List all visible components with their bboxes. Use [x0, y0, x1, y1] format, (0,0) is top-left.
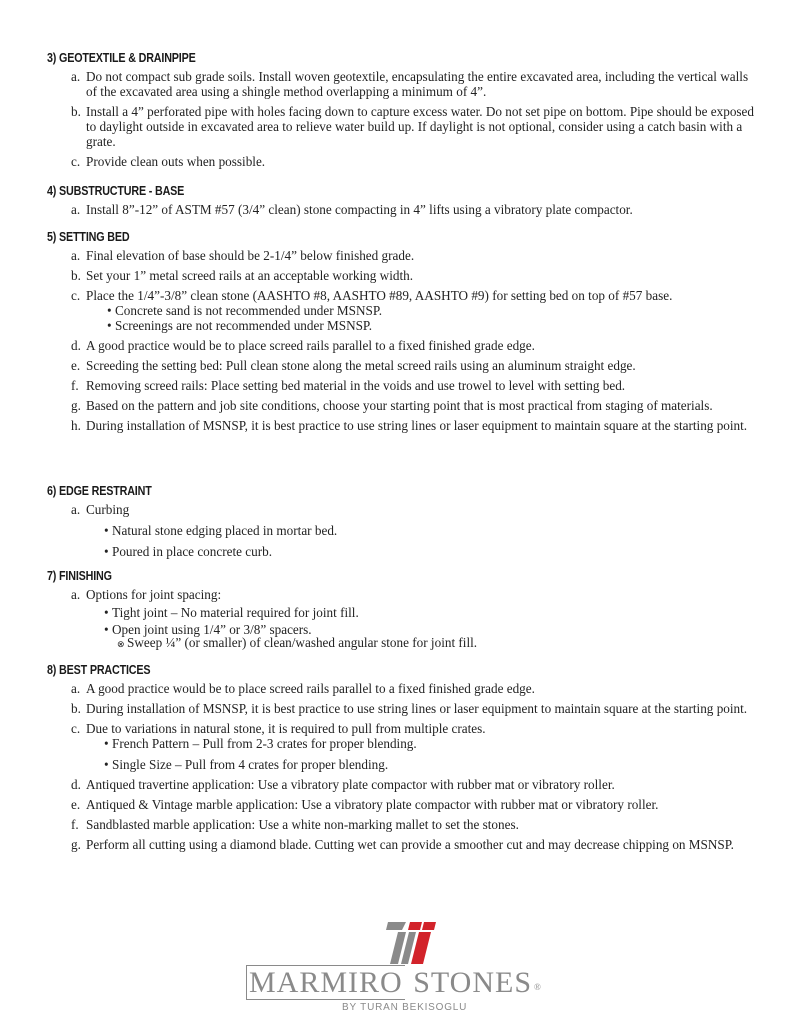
section-edge-restraint [47, 483, 757, 559]
marmiro-stones-logo [246, 922, 576, 1012]
list-item: a. Curbing [71, 502, 130, 517]
sub-bullet: • Single Size – Pull from 4 crates for proper blending. [104, 757, 389, 772]
sub-sub-bullet: ⊗ Sweep ¼” (or smaller) of clean/washed angular stone for joint fill. [117, 635, 478, 650]
section-heading: 5) SETTING BED [47, 230, 130, 244]
sub-bullet: • Concrete sand is not recommended under MSNSP. [107, 303, 383, 318]
list-item: d. A good practice would be to place screed rails parallel to a fixed finished grade edge. [71, 338, 535, 353]
marmiro-mark-icon [386, 922, 436, 964]
section-heading: 4) SUBSTRUCTURE - BASE [47, 184, 185, 198]
list-item: b. Install a 4” perforated pipe with holes facing down to capture excess water. Do not set pipe on bottom. Pipe should be exposed to daylight outside in excavated area to relieve water build up. If daylight is not optional, consider using a catch basin with a grate. [71, 104, 754, 149]
section-finishing [47, 568, 757, 650]
section-heading: 7) FINISHING [47, 569, 112, 583]
sub-bullet: • Screenings are not recommended under MSNSP. [107, 318, 373, 333]
list-item: b. During installation of MSNSP, it is best practice to use string lines or laser equipment to maintain square at the starting point. [71, 701, 748, 716]
list-item: a. Install 8”-12” of ASTM #57 (3/4” clean) stone compacting in 4” lifts using a vibratory plate compactor. [71, 202, 633, 217]
list-item: a. Final elevation of base should be 2-1/4” below finished grade. [71, 248, 415, 263]
list-item: h. During installation of MSNSP, it is best practice to use string lines or laser equipment to maintain square at the starting point. [71, 418, 748, 433]
list-item: g. Perform all cutting using a diamond blade. Cutting wet can provide a smoother cut and may decrease chipping on MSNSP. [71, 837, 734, 852]
section-heading: 3) GEOTEXTILE & DRAINPIPE [47, 51, 196, 65]
list-item: e. Antiqued & Vintage marble application: Use a vibratory plate compactor with rubber mat or vibratory roller. [71, 797, 659, 812]
list-item: d. Antiqued travertine application: Use a vibratory plate compactor with rubber mat or vibratory roller. [71, 777, 615, 792]
list-item: b. Set your 1” metal screed rails at an acceptable working width. [71, 268, 414, 283]
list-item: c. Due to variations in natural stone, it is required to pull from multiple crates. [71, 721, 486, 736]
section-geotextile-drainpipe [47, 50, 757, 169]
list-item: f. Removing screed rails: Place setting bed material in the voids and use trowel to level with setting bed. [71, 378, 626, 393]
section-setting-bed [47, 229, 757, 433]
list-item: e. Screeding the setting bed: Pull clean stone along the metal screed rails using an aluminum straight edge. [71, 358, 636, 373]
list-item: a. Do not compact sub grade soils. Install woven geotextile, encapsulating the entire excavated area, including the vertical walls of the excavated area using a shingle method overlapping a minimum of 4”. [71, 69, 749, 99]
section-substructure-base [47, 183, 757, 217]
section-heading: 8) BEST PRACTICES [47, 663, 151, 677]
section-best-practices [47, 662, 757, 852]
list-item: f. Sandblasted marble application: Use a white non-marking mallet to set the stones. [71, 817, 519, 832]
sub-bullet: • Open joint using 1/4” or 3/8” spacers. [104, 622, 312, 637]
sub-bullet: • Tight joint – No material required for joint fill. [104, 605, 359, 620]
sub-bullet: • French Pattern – Pull from 2-3 crates for proper blending. [104, 736, 417, 751]
list-item: c. Provide clean outs when possible. [71, 154, 266, 169]
logo-tagline: BY TURAN BEKISOGLU [342, 1002, 468, 1013]
logo-wordmark: MARMIRO STONES ® [246, 966, 576, 1000]
sub-bullet: • Natural stone edging placed in mortar bed. [104, 523, 338, 538]
list-item: c. Place the 1/4”-3/8” clean stone (AASHTO #8, AASHTO #89, AASHTO #9) for setting bed on top of #57 base. [71, 288, 673, 303]
sub-bullet: • Poured in place concrete curb. [104, 544, 273, 559]
list-item: a. Options for joint spacing: [71, 587, 222, 602]
list-item: g. Based on the pattern and job site conditions, choose your starting point that is most practical from staging of materials. [71, 398, 713, 413]
section-heading: 6) EDGE RESTRAINT [47, 484, 152, 498]
list-item: a. A good practice would be to place screed rails parallel to a fixed finished grade edge. [71, 681, 535, 696]
